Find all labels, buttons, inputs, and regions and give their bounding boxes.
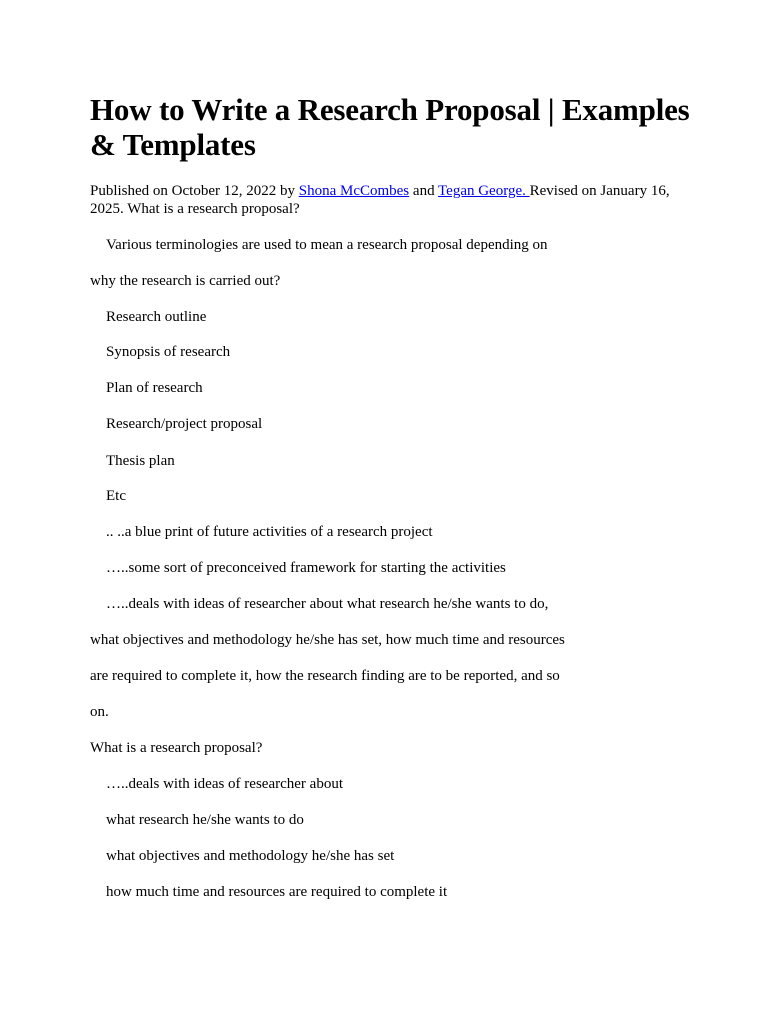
list-item-etc: Etc [106, 488, 126, 504]
list-item-project-proposal: Research/project proposal [106, 416, 263, 432]
section-question: What is a research proposal? [90, 740, 263, 756]
body-line: why the research is carried out? [90, 273, 281, 289]
body-line: what objectives and methodology he/she has set, how much time and resources [90, 632, 565, 648]
list-item-plan-of-research: Plan of research [106, 380, 203, 396]
list-item-synopsis: Synopsis of research [106, 344, 231, 360]
body-line: …..deals with ideas of researcher about what research he/she wants to do, [106, 596, 549, 612]
revised-date-text: Revised on January 16, 2025. What is a research proposal? [90, 183, 670, 217]
author-link-tegan-george[interactable]: Tegan George. [438, 183, 530, 199]
author-link-shona-mccombes[interactable]: Shona McCombes [298, 183, 410, 199]
list-item-thesis-plan: Thesis plan [106, 453, 175, 469]
body-line: Various terminologies are used to mean a research proposal depending on [106, 237, 548, 253]
body-line: how much time and resources are required to complete it [106, 884, 448, 900]
body-line: are required to complete it, how the research finding are to be reported, and so [90, 668, 560, 684]
list-item-research-outline: Research outline [106, 309, 207, 325]
body-line: …..deals with ideas of researcher about [106, 776, 343, 792]
body-line: on. [90, 704, 109, 720]
author-conjunction: and [409, 183, 439, 199]
article-meta [90, 182, 690, 218]
article-title: How to Write a Research Proposal | Examples & Templates [90, 92, 690, 162]
body-line: .. ..a blue print of future activities of a research project [106, 524, 433, 540]
body-line: …..some sort of preconceived framework for starting the activities [106, 560, 506, 576]
body-line: what research he/she wants to do [106, 812, 304, 828]
body-line: what objectives and methodology he/she has set [106, 848, 395, 864]
published-date-text: Published on October 12, 2022 by [90, 183, 299, 199]
